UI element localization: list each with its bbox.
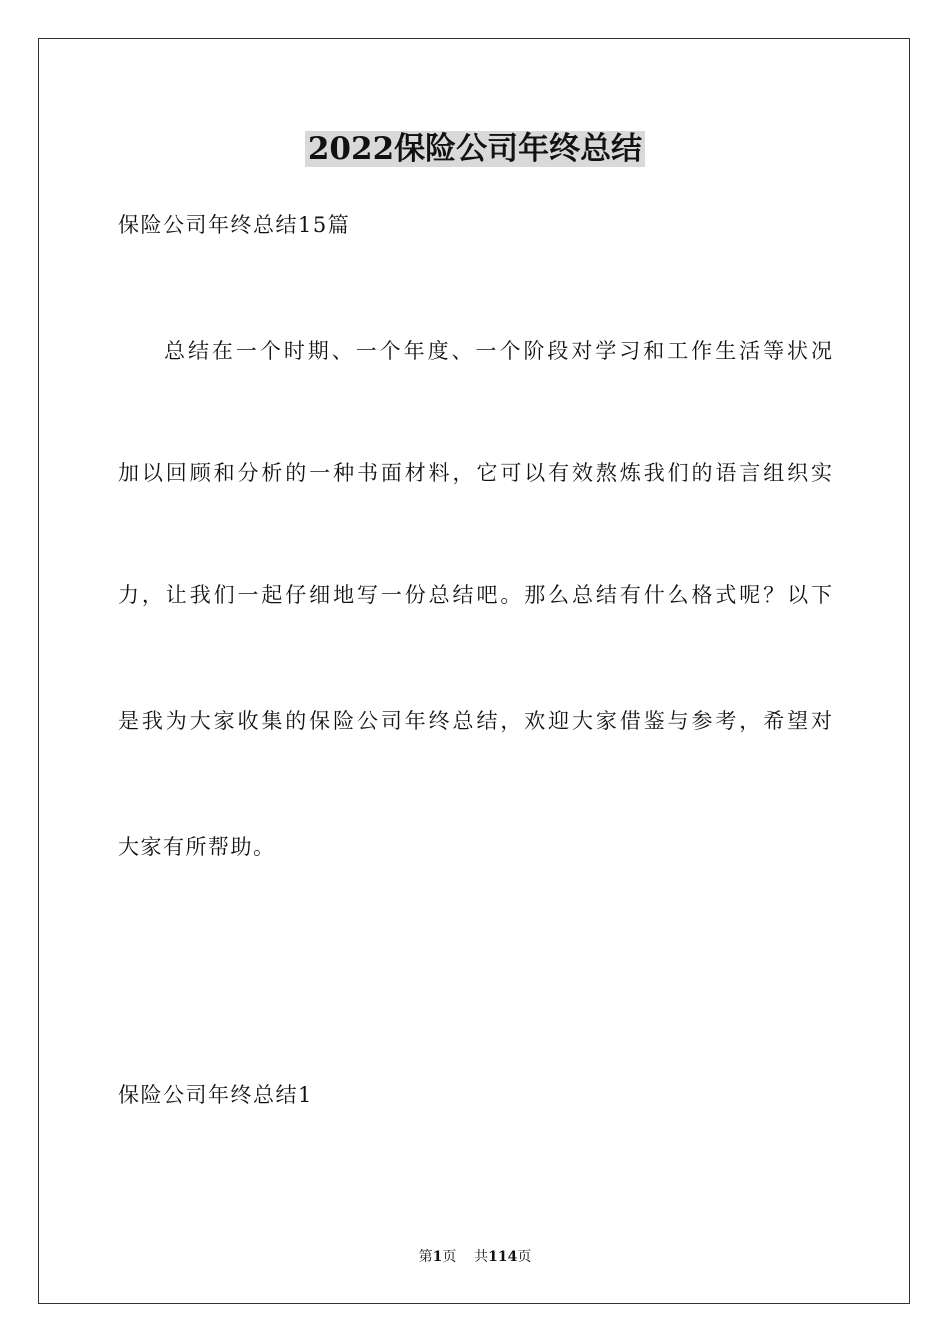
footer-total-pages: 114 bbox=[488, 1249, 518, 1265]
footer-page-prefix: 第 bbox=[418, 1249, 433, 1265]
paragraph-line-4: 是我为大家收集的保险公司年终总结，欢迎大家借鉴与参考，希望对 bbox=[118, 709, 832, 733]
section-heading: 保险公司年终总结1 bbox=[118, 1083, 313, 1107]
document-title bbox=[0, 128, 950, 170]
page-footer bbox=[0, 1247, 950, 1267]
document-subtitle: 保险公司年终总结15篇 bbox=[118, 213, 351, 237]
paragraph-line-1: 总结在一个时期、一个年度、一个阶段对学习和工作生活等状况 bbox=[164, 339, 832, 363]
footer-page-suffix: 页 bbox=[442, 1249, 457, 1265]
paragraph-line-5: 大家有所帮助。 bbox=[118, 835, 276, 859]
footer-page-number: 1 bbox=[432, 1249, 443, 1265]
document-title-text: 2022保险公司年终总结 bbox=[305, 131, 645, 167]
footer-total-suffix: 页 bbox=[517, 1249, 532, 1265]
paragraph-line-2: 加以回顾和分析的一种书面材料，它可以有效熬炼我们的语言组织实 bbox=[118, 461, 832, 485]
footer-total-prefix: 共 bbox=[474, 1249, 489, 1265]
paragraph-line-3: 力，让我们一起仔细地写一份总结吧。那么总结有什么格式呢？以下 bbox=[118, 583, 832, 607]
